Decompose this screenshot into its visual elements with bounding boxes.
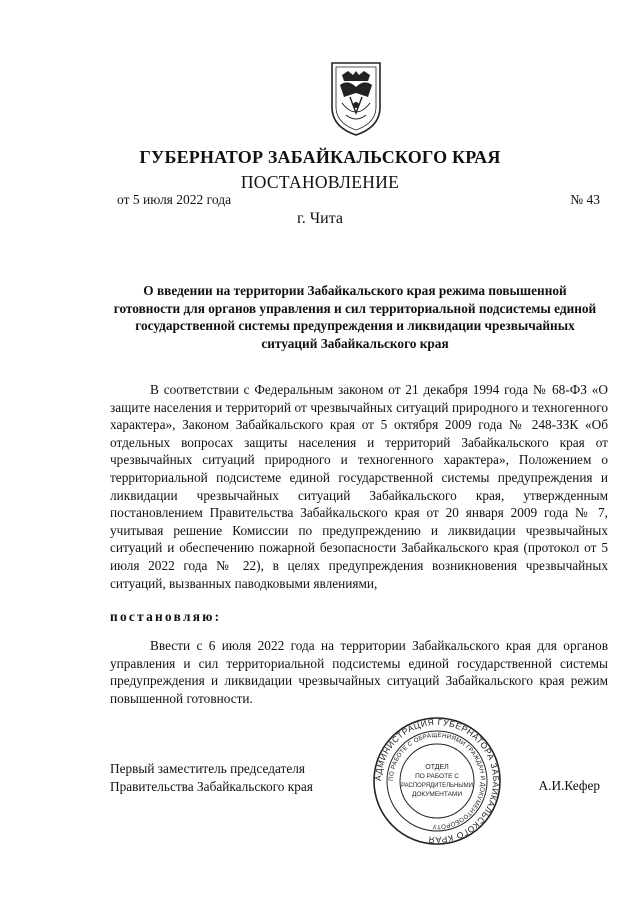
stamp-center-line3: РАСПОРЯДИТЕЛЬНЫМИ (401, 783, 473, 789)
document-title: О введении на территории Забайкальского края режима повышенной готовности для органов управления и сил территориальной подсистемы единой государственной системы предупреждения и ликвидации чрезвычайных ситуаций Забайкальского края (113, 283, 597, 351)
resolution-paragraph: Ввести с 6 июля 2022 года на территории Забайкальского края для органов управления и сил территориальной подсистемы единой государственной системы предупреждения и ликвидации чрезвычайных ситуаций Забайкальского края режим повышенной готовности. (110, 638, 608, 706)
document-city: г. Чита (296, 210, 343, 227)
document-date: от 5 июля 2022 года (117, 192, 232, 207)
coat-of-arms-icon (328, 57, 384, 137)
resolve-word: постановляю: (110, 609, 222, 624)
stamp-center-line1: ОТДЕЛ (425, 764, 449, 771)
stamp-center-line4: ДОКУМЕНТАМИ (411, 791, 463, 798)
svg-text:ПО РАБОТЕ С ОБРАЩЕНИЯМИ ГРАЖДА (388, 732, 486, 830)
document-number: № 43 (570, 192, 600, 207)
stamp-center-line2: ПО РАБОТЕ С (415, 773, 459, 780)
signatory-position-line2: Правительства Забайкальского края (110, 779, 313, 794)
stamp-inner-text: ПО РАБОТЕ С ОБРАЩЕНИЯМИ ГРАЖДАН И ДОКУМЕНТООБОРОТУ (387, 731, 487, 831)
signatory-position-line1: Первый заместитель председателя (110, 761, 306, 776)
signatory-position (110, 760, 313, 796)
issuing-authority: ГУБЕРНАТОР ЗАБАЙКАЛЬСКОГО КРАЯ (139, 147, 501, 167)
preamble-paragraph: В соответствии с Федеральным законом от 21 декабря 1994 года № 68-ФЗ «О защите населения и территорий от чрезвычайных ситуаций природного и техногенного характера», Законом Забайкальского края от 5 октября 2009 года № 248-ЗЗК «Об отдельных вопросах защиты населения и территорий Забайкальского края от чрезвычайных ситуаций природного и техногенного характера», Положением о территориальной подсистеме единой государственной системы предупреждения и ликвидации чрезвычайных ситуаций Забайкальского края, утвержденным постановлением Правительства Забайкальского края от 20 января 2009 года № 7, учитывая решение Комиссии по предупреждению и ликвидации чрезвычайных ситуаций и обеспечению пожарной безопасности Забайкальского края (протокол от 5 июля 2022 года № 22), в целях предупреждения возникновения чрезвычайных ситуаций, вызванных паводковыми явлениями, (110, 382, 608, 591)
official-stamp (372, 716, 502, 846)
stamp-outer-text: АДМИНИСТРАЦИЯ ГУБЕРНАТОРА ЗАБАЙКАЛЬСКОГО КРАЯ (372, 716, 502, 846)
document-type: ПОСТАНОВЛЕНИЕ (240, 172, 400, 192)
signatory-name: А.И.Кефер (538, 778, 600, 793)
